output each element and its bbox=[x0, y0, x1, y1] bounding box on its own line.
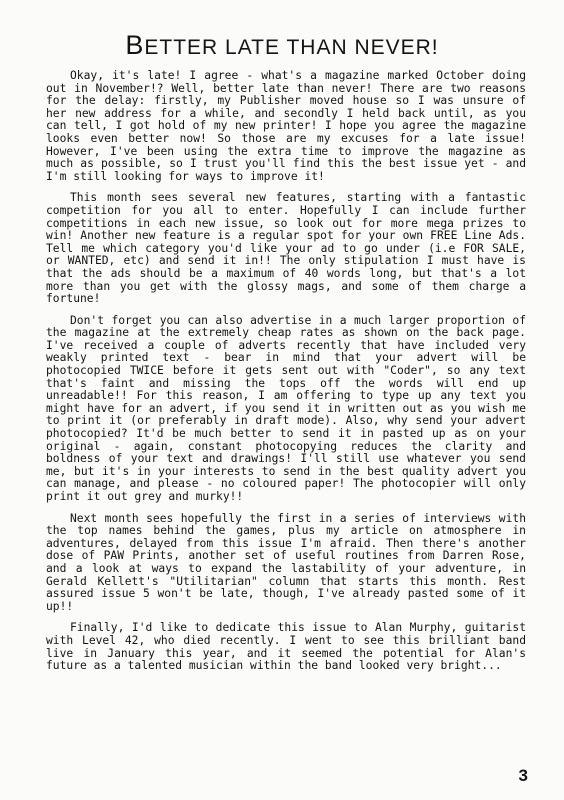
paragraph-next-month: Next month sees hopefully the first in a series of interviews with the top names behind the games, plus my article on atmosphere in adventures, delayed from this issue I'm afraid. Then there's another dose of PAW Prints, another set of useful routines from Darren Rose, and a look at ways to expand the lastability of your adventure, in Gerald Kellett's "Utilitarian" column that starts this month. Rest assured issue 5 won't be late, though, I've already pasted some of it up!! bbox=[46, 511, 526, 613]
article-body bbox=[46, 70, 526, 682]
page-number: 3 bbox=[518, 766, 528, 785]
paragraph-new-features: This month sees several new features, starting with a fantastic competition for you all to enter. Hopefully I can include further competitions in each new issue, so look out for more mega prizes to win! Another new feature is a regular spot for your own FREE Line Ads. Tell me which category you'd like your ad to go under (i.e FOR SALE, or WANTED, etc) and send it in!! The only stipulation I must have is that the ads should be a maximum of 40 words long, but that's a lot more than you get with the glossy mags, and some of them charge a fortune! bbox=[46, 191, 526, 306]
page-title bbox=[0, 30, 564, 61]
paragraph-intro: Okay, it's late! I agree - what's a magazine marked October doing out in November!? Well, better late than never! There are two reasons for the delay: firstly, my Publisher moved house so I was unsure of her new address for a while, and secondly I held back until, as you can tell, I got hold of my new printer! I hope you agree the magazine looks even better now! So those are my excuses for a late issue! However, I've been using the extra time to improve the magazine as much as possible, so I trust you'll find this the best issue yet - and I'm still looking for ways to improve it! bbox=[46, 69, 526, 183]
title-initial: B bbox=[125, 30, 145, 60]
title-rest: ETTER LATE THAN NEVER! bbox=[144, 36, 439, 59]
paragraph-advertising: Don't forget you can also advertise in a much larger proportion of the magazine at the extremely cheap rates as shown on the back page. I've received a couple of adverts recently that have included very weakly printed text - bear in mind that your advert will be photocopied TWICE before it gets sent out with "Coder", so any text that's faint and missing the tops off the words will end up unreadable!! For this reason, I am offering to type up any text you might have for an advert, if you send it in written out as you wish me to print it (or preferably in draft mode). Also, why send your advert photocopied? It'd be much better to send it in pasted up as on your original - again, constant photocopying reduces the clarity and boldness of your text and drawings! I'll still use whatever you send me, but it's in your interests to send in the best quality advert you can manage, and please - no coloured paper! The photocopier will only print it out grey and murky!! bbox=[46, 313, 526, 503]
paragraph-dedication: Finally, I'd like to dedicate this issue to Alan Murphy, guitarist with Level 42, who died recently. I went to see this brilliant band live in January this year, and it seemed the potential for Alan's future as a talented musician within the band looked very bright... bbox=[46, 621, 526, 673]
